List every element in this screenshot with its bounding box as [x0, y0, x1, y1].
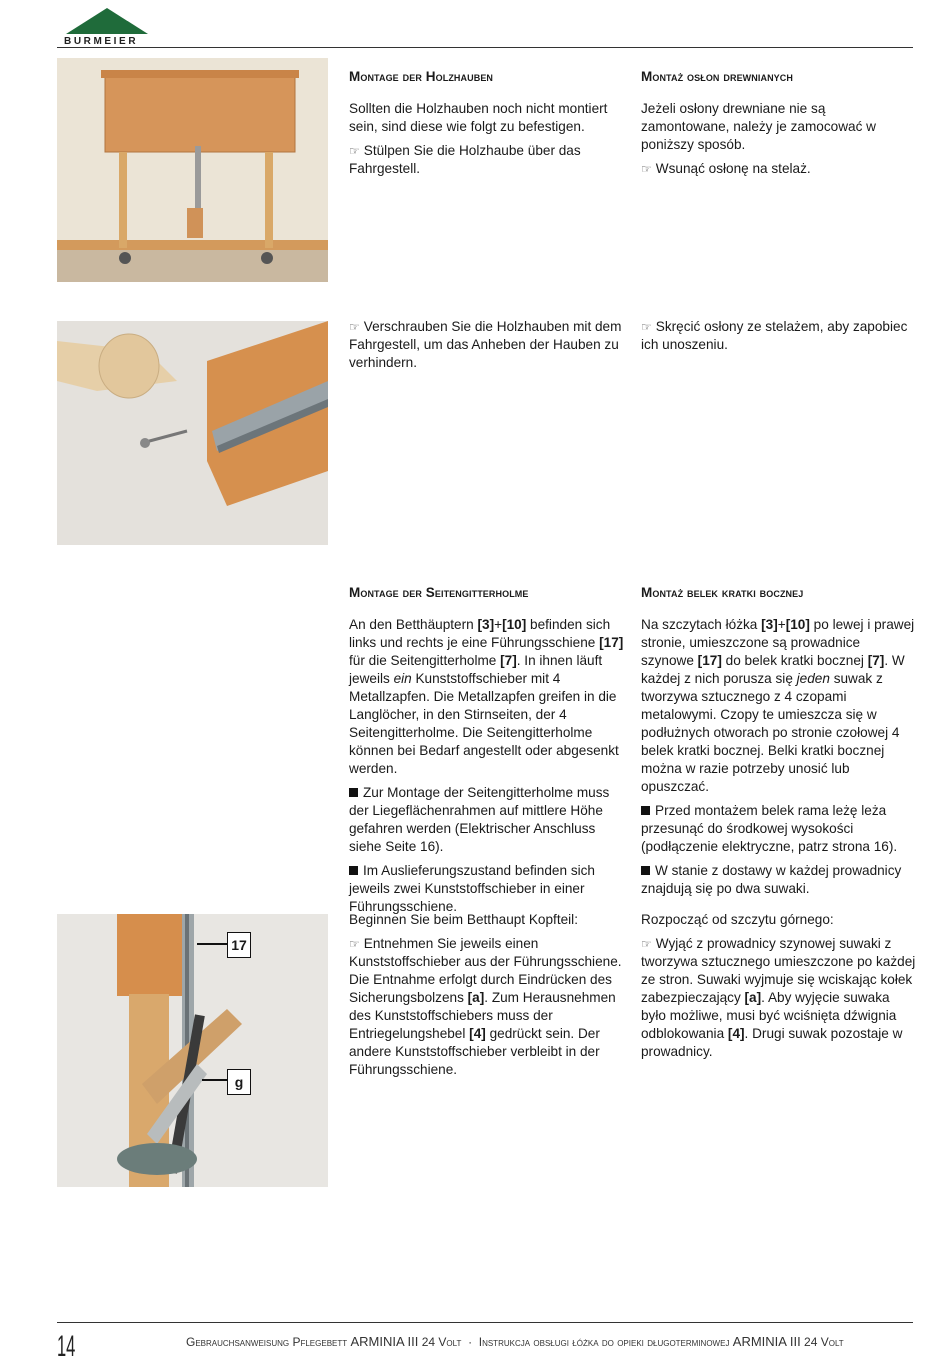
bullet-item: Przed montażem belek rama leżę leża przesunąć do środkowej wysokości (podłączenie elektryczne, patrz strona 16).: [641, 803, 898, 854]
black-square-icon: [349, 788, 358, 797]
section-belki-pl: [641, 584, 916, 904]
section-heading: Montaż belek kratki bocznej: [641, 585, 804, 600]
pointing-hand-icon: ☞: [349, 320, 360, 334]
step-text: Verschrauben Sie die Holzhauben mit dem Fahrgestell, um das Anheben der Hauben zu verhindern.: [349, 319, 622, 370]
brand-name: BURMEIER: [64, 36, 139, 47]
pointing-hand-icon: ☞: [349, 144, 360, 158]
step-text: Skręcić osłony ze stelażem, aby zapobiec ich unoszeniu.: [641, 319, 908, 352]
paragraph: Na szczytach łóżka [3]+[10] po lewej i prawej stronie, umieszczone są prowadnice szynowe [17] do belek kratki bocznej [7]. W każdej z nich porusza się jeden suwak z tworzywa sztucznego z 4 czopami metalowymi. Czopy te umieszcza się w podłużnych otworach po stronie czołowej 4 belek kratki bocznej. Belki kratki bocznej można w razie potrzeby unosić lub opuszczać.: [641, 617, 915, 794]
footer-divider: [57, 1322, 913, 1323]
pointing-hand-icon: ☞: [641, 320, 652, 334]
instruction-step: [349, 318, 624, 372]
header-divider: [57, 47, 913, 48]
instruction-step: ☞ Entnehmen Sie jeweils einen Kunststoffschieber aus der Führungsschiene. Die Entnahme erfolgt durch Eindrücken des Sicherungsbolzens [a]. Zum Herausnehmen des Kunststoffschiebers muss der Entriegelungshebel [4] gedrückt sein. Der andere Kunststoffschieber verbleibt in der Führungsschiene.: [349, 936, 622, 1077]
black-square-icon: [349, 866, 358, 875]
paragraph: An den Betthäuptern [3]+[10] befinden sich links und rechts je eine Führungsschiene [17] für die Seitengitterholme [7]. In ihnen läuft jeweils ein Kunststoffschieber mit 4 Metallzapfen. Die Metallzapfen greifen in die Langlöcher, in den Stirnseiten, der 4 Seitengitterholme. Die Seitengitterholme können bei Bedarf angestellt oder abgesenkt werden.: [349, 617, 624, 776]
section-kopfteil-de: [349, 911, 624, 1085]
photo-guide-rail: [57, 914, 328, 1187]
bullet-item: W stanie z dostawy w każdej prowadnicy znajdują się po dwa suwaki.: [641, 863, 902, 896]
roof-logo-icon: [66, 8, 148, 34]
step-text: Stülpen Sie die Holzhaube über das Fahrgestell.: [349, 143, 581, 176]
photo-wooden-cover: [57, 58, 328, 282]
section-szczyt-pl: [641, 911, 916, 1067]
page-number: 14: [57, 1330, 76, 1363]
pointing-hand-icon: ☞: [641, 937, 652, 951]
paragraph: Rozpocząć od szczytu górnego:: [641, 912, 834, 927]
section-heading: Montage der Seitengitterholme: [349, 585, 529, 600]
instruction-step: [641, 160, 916, 178]
black-square-icon: [641, 866, 650, 875]
photo-screw-fixing: [57, 321, 328, 545]
step-text: Wsunąć osłonę na stelaż.: [655, 161, 811, 176]
bullet-item: Im Auslieferungszustand befinden sich jeweils zwei Kunststoffschieber in einer Führungsschiene.: [349, 863, 595, 914]
instruction-step: [349, 142, 624, 178]
section-heading: Montage der Holzhauben: [349, 69, 494, 84]
instruction-step: ☞ Wyjąć z prowadnicy szynowej suwaki z tworzywa sztucznego umieszczone po każdej ze stron. Suwaki wyjmuje się wciskając kołek zabezpieczający [a]. Aby wyjęcie suwaka było możliwe, musi być wciśnięta dźwignia odblokowania [4]. Drugi suwak pozostaje w prowadnicy.: [641, 936, 916, 1059]
black-square-icon: [641, 806, 650, 815]
section-screw-pl: [641, 318, 916, 360]
section-screw-de: [349, 318, 624, 378]
brand-logo: [60, 8, 155, 48]
pointing-hand-icon: ☞: [641, 162, 652, 176]
bullet-item: Zur Montage der Seitengitterholme muss der Liegeflächenrahmen auf mittlere Höhe gefahren werden (Elektrischer Anschluss siehe Seite 16).: [349, 785, 610, 854]
section-seitengitter-de: [349, 584, 624, 922]
callout-label-17: 17: [227, 932, 251, 958]
paragraph: Jeżeli osłony drewniane nie są zamontowane, należy je zamocować w poniższy sposób.: [641, 101, 876, 152]
footer-title: Gebrauchsanweisung Pflegebett ARMINIA III 24 Volt · Instrukcja obsługi łóżka do opieki długoterminowej ARMINIA III 24 Volt: [186, 1334, 844, 1349]
paragraph: Sollten die Holzhauben noch nicht montiert sein, sind diese wie folgt zu befestigen.: [349, 101, 608, 134]
section-holzhauben-de: [349, 68, 624, 184]
callout-label-g: g: [227, 1069, 251, 1095]
paragraph: Beginnen Sie beim Betthaupt Kopfteil:: [349, 912, 578, 927]
instruction-step: [641, 318, 916, 354]
section-heading: Montaż osłon drewnianych: [641, 69, 793, 84]
pointing-hand-icon: ☞: [349, 937, 360, 951]
section-oslony-pl: [641, 68, 916, 184]
